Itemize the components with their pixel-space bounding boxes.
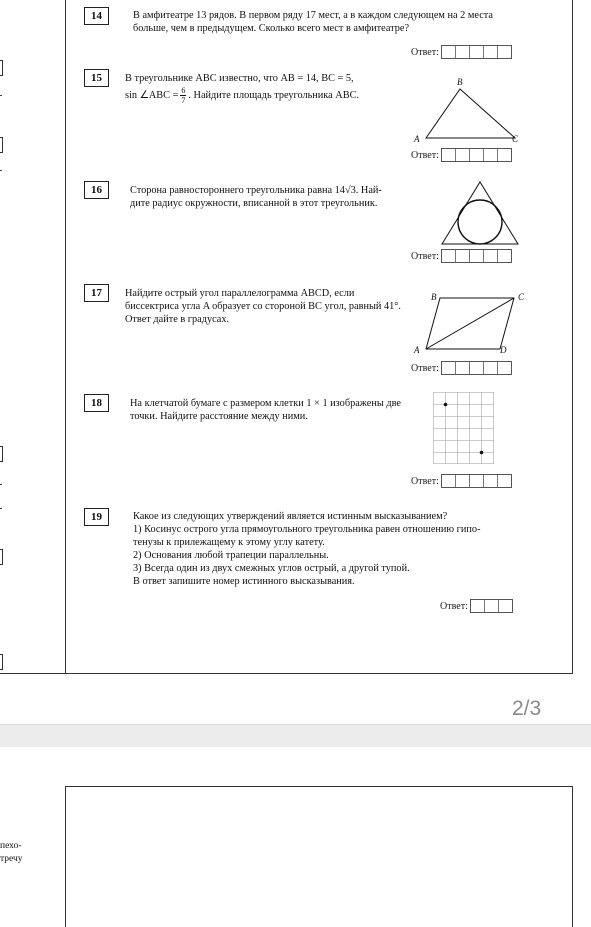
viewer-toolbar-strip	[0, 724, 591, 747]
next-page-sheet	[65, 786, 573, 927]
question-text-part: . Най-	[355, 185, 382, 196]
answer-label: Ответ:	[440, 600, 468, 612]
triangle-inscribed-circle-figure	[438, 178, 522, 248]
answer-cells[interactable]	[441, 148, 512, 162]
question-text-line: В треугольнике ABC известно, что AB = 14, BC = 5,	[125, 73, 354, 84]
answer-cells[interactable]	[441, 249, 512, 263]
sqrt-expression: √3	[344, 185, 356, 196]
question-text: В амфитеатре 13 рядов. В первом ряду 17 мест, а в каждом следующем на 2 места больше, чем в предыдущем. Сколько всего мест в амфитеатре?	[133, 10, 493, 34]
left-edge-dot	[0, 508, 2, 509]
answer-label: Ответ:	[411, 149, 439, 161]
grid-paper-figure	[433, 392, 497, 466]
next-page-fragment: пехо-	[0, 841, 22, 851]
question-number: 16	[84, 181, 109, 199]
left-edge-mark	[0, 446, 3, 462]
answer-field[interactable]	[411, 249, 512, 263]
statement-line: тенузы к прилежащему к этому углу катету.	[133, 537, 325, 548]
vertex-label-b: B	[457, 77, 463, 87]
answer-cells[interactable]	[441, 45, 512, 59]
question-number: 14	[84, 7, 109, 25]
answer-cells[interactable]	[441, 361, 512, 375]
page-indicator: 2/3	[512, 697, 542, 720]
answer-field[interactable]	[411, 45, 512, 59]
statement-line: В ответ запишите номер истинного высказывания.	[133, 576, 355, 587]
left-edge-dot	[0, 484, 2, 485]
question-text-line	[130, 184, 420, 197]
answer-field[interactable]	[411, 474, 512, 488]
answer-label: Ответ:	[411, 46, 439, 58]
fraction-denominator: 7	[181, 96, 186, 105]
answer-label: Ответ:	[411, 250, 439, 262]
answer-label: Ответ:	[411, 362, 439, 374]
vertex-label-c: C	[512, 134, 519, 144]
statement-line: Какое из следующих утверждений является истинным высказыванием?	[133, 511, 448, 522]
question-text-tail: . Найдите площадь треугольника ABC.	[188, 90, 360, 101]
answer-field[interactable]	[411, 148, 512, 162]
question-text-line: дите радиус окружности, вписанной в этот треугольник.	[130, 198, 378, 209]
answer-field[interactable]	[440, 599, 513, 613]
vertex-label-b: B	[431, 292, 437, 302]
next-page-fragment: тречу	[0, 854, 23, 864]
left-edge-mark	[0, 549, 3, 565]
question-number: 17	[84, 284, 109, 302]
statement-line: 1) Косинус острого угла прямоугольного треугольника равен отношению гипо-	[133, 524, 481, 535]
question-text: Найдите острый угол параллелограмма ABCD, если биссектриса угла A образует со стороной BC угол, равный 41°. Ответ дайте в градусах.	[125, 288, 401, 325]
question-number: 15	[84, 69, 109, 87]
left-margin-rule	[65, 0, 66, 673]
vertex-label-a: A	[414, 345, 420, 355]
left-edge-dot	[0, 95, 2, 96]
fraction	[180, 86, 186, 105]
statement-line: 2) Основания любой трапеции параллельны.	[133, 550, 329, 561]
answer-cells[interactable]	[441, 474, 512, 488]
left-edge-mark	[0, 654, 3, 670]
question-number: 18	[84, 394, 109, 412]
question-text-line	[125, 86, 425, 105]
answer-cells[interactable]	[470, 599, 513, 613]
fraction-numerator: 6	[181, 86, 186, 95]
vertex-label-a: A	[414, 134, 420, 144]
vertex-label-d: D	[500, 345, 507, 355]
sine-expression: sin ∠ABC =	[125, 90, 179, 101]
left-edge-dot	[0, 170, 2, 171]
answer-label: Ответ:	[411, 475, 439, 487]
left-edge-mark	[0, 137, 3, 153]
question-number: 19	[84, 508, 109, 526]
statement-line: 3) Всегда один из двух смежных углов острый, а другой тупой.	[133, 563, 410, 574]
grid-point	[444, 403, 448, 407]
grid-point	[480, 451, 484, 455]
question-text-part: Сторона равностороннего треугольника равна 14	[130, 185, 345, 196]
question-text: На клетчатой бумаге с размером клетки 1 × 1 изображены две точки. Найдите расстояние между ними.	[130, 398, 401, 422]
vertex-label-c: C	[518, 292, 525, 302]
left-edge-mark	[0, 60, 3, 76]
answer-field[interactable]	[411, 361, 512, 375]
